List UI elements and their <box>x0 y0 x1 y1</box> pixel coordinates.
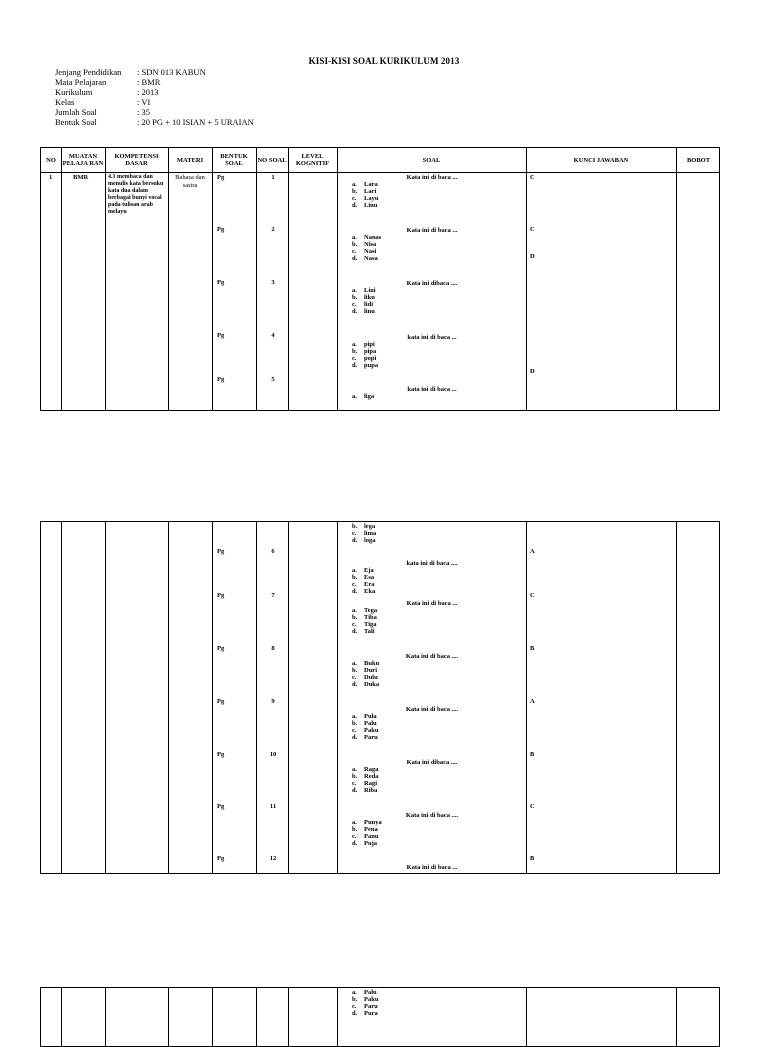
question <box>338 759 526 794</box>
option-text: Duri <box>364 667 377 674</box>
no-soal: 7 <box>271 592 275 599</box>
option-letter: b. <box>352 826 358 833</box>
option-text: Tega <box>364 607 378 614</box>
option-text: Era <box>364 581 375 588</box>
option-letter: c. <box>352 581 357 588</box>
option-text: Nasa <box>364 255 378 262</box>
question-stem: kata ini di baca ... <box>407 334 457 341</box>
option-letter: b. <box>352 188 358 195</box>
option <box>338 202 526 209</box>
option <box>338 362 526 369</box>
question <box>338 334 526 369</box>
option-text: Riba <box>364 787 378 794</box>
option <box>338 607 526 614</box>
meta-value: : SDN 013 KABUN <box>137 67 206 77</box>
option <box>338 766 526 773</box>
header-soal: SOAL <box>422 156 441 164</box>
question-stem: Kata ini dibaca .... <box>406 280 458 287</box>
question <box>338 600 526 635</box>
bentuk-soal: Pg <box>217 279 225 286</box>
option <box>338 195 526 202</box>
question <box>338 560 526 595</box>
option-text: liga <box>364 393 375 400</box>
option <box>338 727 526 734</box>
option-letter: b. <box>352 773 358 780</box>
option-text: Paru <box>364 1003 378 1010</box>
option <box>338 581 526 588</box>
option-text: Layu <box>364 195 379 202</box>
bentuk-soal: Pg <box>217 855 225 862</box>
header-nosoal: NO SOAL <box>257 156 287 164</box>
meta-label: Mata Pelajaran <box>55 77 107 87</box>
answer-key: C <box>530 174 535 181</box>
question <box>338 280 526 315</box>
option <box>338 248 526 255</box>
option-letter: c. <box>352 248 357 255</box>
option-letter: d. <box>352 202 358 209</box>
option-letter: c. <box>352 195 357 202</box>
option <box>338 826 526 833</box>
option-letter: d. <box>352 681 358 688</box>
bentuk-soal: Pg <box>217 226 225 233</box>
option-text: lidi <box>364 301 374 308</box>
question-stem: Kata ini di baca .... <box>405 706 459 713</box>
question-stem: Kata ini di baca ... <box>406 600 458 607</box>
option-text: Panu <box>364 833 379 840</box>
bentuk-soal: Pg <box>217 548 225 555</box>
option-letter: a. <box>352 713 357 720</box>
meta-row <box>55 77 254 87</box>
answer-key: C <box>530 803 535 810</box>
question <box>338 653 526 688</box>
header-muatan: MUATAN PELAJA RAN <box>62 153 104 167</box>
option-list <box>338 523 526 544</box>
option-text: pipi <box>364 341 375 348</box>
option <box>338 537 526 544</box>
answer-key: A <box>530 698 535 705</box>
option-text: pupa <box>364 362 379 369</box>
bentuk-soal: Pg <box>217 803 225 810</box>
no-soal: 5 <box>271 376 275 383</box>
option <box>338 628 526 635</box>
meta-row <box>55 67 254 77</box>
option-letter: d. <box>352 362 358 369</box>
option-letter: d. <box>352 734 358 741</box>
option-text: Paru <box>364 734 378 741</box>
option-text: pipa <box>364 348 377 355</box>
option-text: Tiba <box>364 614 377 621</box>
option-text: lega <box>364 523 376 530</box>
question-stem: Kata ini di baca ... <box>406 174 458 181</box>
no-soal: 1 <box>271 174 275 181</box>
header-level: LEVEL KOGNITIF <box>295 153 330 167</box>
option <box>338 393 526 400</box>
answer-key: A <box>530 548 535 555</box>
option-letter: b. <box>352 241 358 248</box>
option <box>338 1003 526 1010</box>
option-letter: b. <box>352 667 358 674</box>
row-materi: Bahasa dan sastra <box>175 174 205 189</box>
option-letter: b. <box>352 348 358 355</box>
meta-label: Bentuk Soal <box>55 117 97 127</box>
grid-table-2 <box>40 521 720 874</box>
option <box>338 773 526 780</box>
option-text: Duka <box>364 681 380 688</box>
no-soal: 11 <box>269 803 277 810</box>
grid-table-3 <box>40 987 720 1047</box>
option <box>338 996 526 1003</box>
option <box>338 241 526 248</box>
meta-label: Kurikulum <box>55 87 93 97</box>
option <box>338 523 526 530</box>
meta-value: : 35 <box>137 107 150 117</box>
option <box>338 660 526 667</box>
option <box>338 294 526 301</box>
option-letter: a. <box>352 234 357 241</box>
option-letter: a. <box>352 766 357 773</box>
option <box>338 713 526 720</box>
option-letter: c. <box>352 621 357 628</box>
option-letter: b. <box>352 294 358 301</box>
option-text: Pura <box>364 1010 378 1017</box>
question-stem: Kata ini di baca ... <box>406 864 458 871</box>
bentuk-soal: Pg <box>217 592 225 599</box>
no-soal: 8 <box>271 645 275 652</box>
grid-table-1 <box>40 147 720 411</box>
option-letter: d. <box>352 787 358 794</box>
option-text: Paku <box>364 996 379 1003</box>
question <box>338 706 526 741</box>
option-text: Raga <box>364 766 379 773</box>
option-text: Tiga <box>364 621 377 628</box>
no-soal: 9 <box>271 698 275 705</box>
question <box>338 227 526 262</box>
option <box>338 287 526 294</box>
option-letter: a. <box>352 567 357 574</box>
question <box>338 174 526 209</box>
meta-row <box>55 97 254 107</box>
option-letter: d. <box>352 588 358 595</box>
row-no: 1 <box>49 174 53 181</box>
option-text: Palu <box>364 720 377 727</box>
meta-label: Kelas <box>55 97 75 107</box>
no-soal: 6 <box>271 548 275 555</box>
meta-label: Jenjang Pendidikan <box>55 67 122 77</box>
bentuk-soal: Pg <box>217 645 225 652</box>
option <box>338 681 526 688</box>
option-text: Lini <box>364 287 376 294</box>
option-text: Nanas <box>364 234 382 241</box>
option-text: Eja <box>364 567 374 574</box>
answer-key: B <box>530 855 535 862</box>
option <box>338 674 526 681</box>
row-kompetensi: 4.1 membaca dan menulis kata bersuku kata dua dalam berbagai bunyi vocal pada tulisan arab melayu <box>108 174 164 215</box>
bentuk-soal: Pg <box>217 332 225 339</box>
option-text: Esa <box>364 574 375 581</box>
option-letter: c. <box>352 355 357 362</box>
option-letter: c. <box>352 833 357 840</box>
meta-value: : 2013 <box>137 87 159 97</box>
bentuk-soal: Pg <box>217 698 225 705</box>
option <box>338 530 526 537</box>
option <box>338 308 526 315</box>
option-letter: a. <box>352 989 357 996</box>
option-letter: a. <box>352 607 357 614</box>
option <box>338 720 526 727</box>
option-letter: c. <box>352 1003 357 1010</box>
question-stem: Kata ini di baca .... <box>405 653 459 660</box>
option-text: linu <box>364 308 375 315</box>
header-kunci: KUNCI JAWABAN <box>573 156 629 164</box>
option-text: Dulu <box>364 674 378 681</box>
header-materi: MATERI <box>176 156 204 164</box>
option <box>338 188 526 195</box>
option-text: liku <box>364 294 375 301</box>
meta-row <box>55 107 254 117</box>
option <box>338 734 526 741</box>
option-text: Lari <box>364 188 377 195</box>
option <box>338 301 526 308</box>
option-text: Paku <box>364 727 379 734</box>
no-soal: 2 <box>271 226 275 233</box>
header-kompetensi: KOMPETENSI DASAR <box>114 153 159 167</box>
option-letter: a. <box>352 341 357 348</box>
header-bobot: BOBOT <box>686 156 711 164</box>
option <box>338 614 526 621</box>
option <box>338 840 526 847</box>
meta-value: : BMR <box>137 77 161 87</box>
option-letter: d. <box>352 255 358 262</box>
question <box>338 864 526 871</box>
meta-value: : 20 PG + 10 ISIAN + 5 URAIAN <box>137 117 254 127</box>
option <box>338 567 526 574</box>
option-text: Lara <box>364 181 378 188</box>
option <box>338 621 526 628</box>
option <box>338 819 526 826</box>
question-stem: Kata ini di baca .... <box>405 812 459 819</box>
option-letter: c. <box>352 674 357 681</box>
option-text: Pena <box>364 826 378 833</box>
option <box>338 667 526 674</box>
option <box>338 833 526 840</box>
option-text: Buku <box>364 660 380 667</box>
option-letter: d. <box>352 840 358 847</box>
question-stem: kata ini di baca ... <box>407 386 457 393</box>
option-list <box>338 989 526 1017</box>
option <box>338 574 526 581</box>
bentuk-soal: Pg <box>217 751 225 758</box>
option-text: Nasi <box>364 248 377 255</box>
question-stem: Kata ini dibaca .... <box>406 759 458 766</box>
option-text: Palu <box>364 989 377 996</box>
option-letter: a. <box>352 393 357 400</box>
option-letter: d. <box>352 628 358 635</box>
option-letter: a. <box>352 287 357 294</box>
option <box>338 588 526 595</box>
option <box>338 989 526 996</box>
option <box>338 348 526 355</box>
option <box>338 780 526 787</box>
option-text: Pula <box>364 713 377 720</box>
question-stem: Kata ini di baca ... <box>406 227 458 234</box>
answer-key: D <box>530 368 535 375</box>
bentuk-soal: Pg <box>217 376 225 383</box>
meta-value: : VI <box>137 97 151 107</box>
no-soal: 12 <box>269 855 277 862</box>
option-letter: b. <box>352 996 358 1003</box>
option-text: lima <box>364 530 377 537</box>
option-text: Eka <box>364 588 376 595</box>
option-text: popi <box>364 355 377 362</box>
no-soal: 4 <box>271 332 275 339</box>
option <box>338 355 526 362</box>
meta-row <box>55 117 254 127</box>
option-letter: d. <box>352 537 358 544</box>
option-text: Ragi <box>364 780 377 787</box>
answer-key: B <box>530 751 535 758</box>
option-letter: c. <box>352 780 357 787</box>
option-text: Nisa <box>364 241 377 248</box>
meta-row <box>55 87 254 97</box>
question <box>338 386 526 400</box>
option-letter: b. <box>352 720 358 727</box>
option-text: Punya <box>364 819 382 826</box>
option <box>338 787 526 794</box>
option-letter: a. <box>352 181 357 188</box>
option-text: Linu <box>364 202 378 209</box>
no-soal: 3 <box>271 279 275 286</box>
meta-label: Jumlah Soal <box>55 107 97 117</box>
option-letter: d. <box>352 1010 358 1017</box>
question <box>338 812 526 847</box>
option-letter: b. <box>352 574 358 581</box>
option-letter: b. <box>352 523 358 530</box>
no-soal: 10 <box>269 751 277 758</box>
option-letter: a. <box>352 819 357 826</box>
option <box>338 181 526 188</box>
option-text: Tali <box>364 628 375 635</box>
meta-info <box>55 67 254 127</box>
option-letter: c. <box>352 727 357 734</box>
bentuk-soal: Pg <box>217 174 225 181</box>
option <box>338 234 526 241</box>
option-text: Reda <box>364 773 379 780</box>
row-muatan: BMR <box>73 174 89 181</box>
option-letter: a. <box>352 660 357 667</box>
header-bentuk: BENTUK SOAL <box>220 153 248 167</box>
answer-key: C <box>530 226 535 233</box>
option <box>338 341 526 348</box>
option-letter: d. <box>352 308 358 315</box>
option-letter: c. <box>352 301 357 308</box>
option-text: Puja <box>364 840 377 847</box>
option-text: loga <box>364 537 376 544</box>
answer-key: D <box>530 253 535 260</box>
question-stem: kata ini di baca .... <box>406 560 458 567</box>
document-title: KISI-KISI SOAL KURIKULUM 2013 <box>308 56 460 66</box>
option-letter: c. <box>352 530 357 537</box>
answer-key: B <box>530 645 535 652</box>
option <box>338 255 526 262</box>
option <box>338 1010 526 1017</box>
option-letter: b. <box>352 614 358 621</box>
answer-key: C <box>530 592 535 599</box>
header-no: NO <box>46 156 56 164</box>
